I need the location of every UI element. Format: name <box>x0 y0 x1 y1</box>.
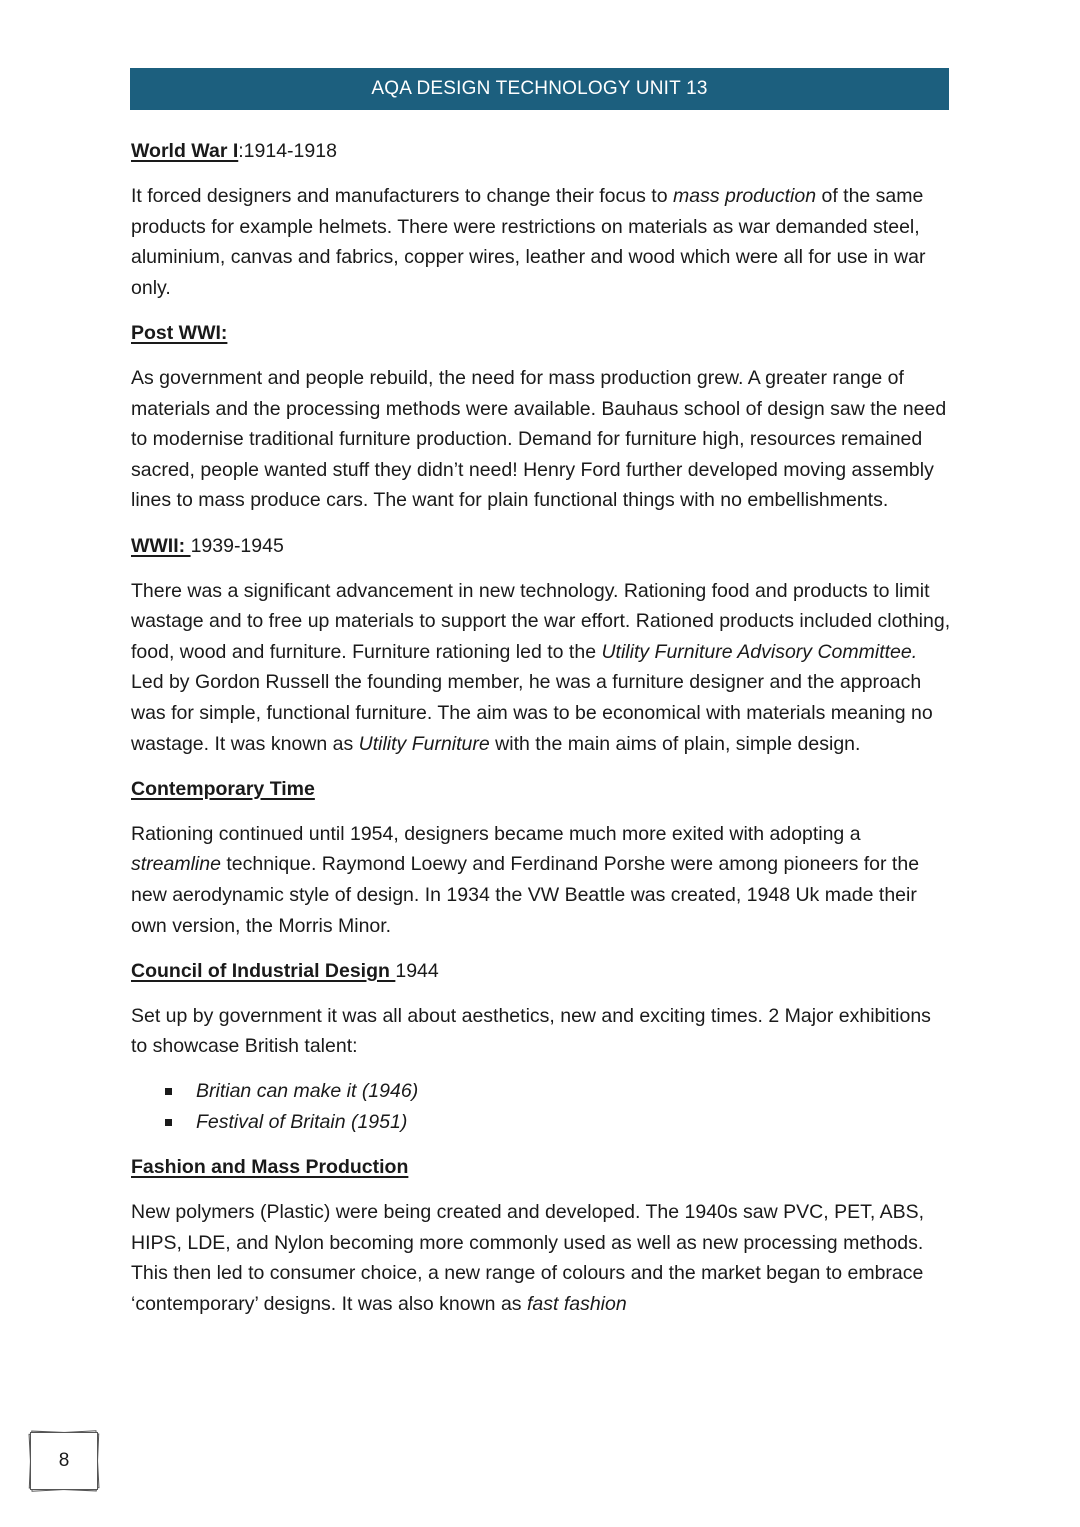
heading-text: World War I <box>131 140 239 162</box>
header-title: AQA DESIGN TECHNOLOGY UNIT 13 <box>371 78 708 99</box>
page-number-badge <box>30 1432 98 1490</box>
page-number: 8 <box>58 1450 70 1471</box>
exhibition-list <box>131 1076 951 1137</box>
text-run: Led by Gordon Russell the founding member, he was a furniture designer and the approach was for simple, functional furniture. The aim was to be economical with materials meaning no wastage. It was known as <box>131 671 933 755</box>
list-item: Britian can make it (1946) <box>165 1076 951 1107</box>
paragraph-fashion <box>131 1197 951 1319</box>
heading-text: Fashion and Mass Production <box>131 1156 409 1179</box>
heading-text: Contemporary Time <box>131 777 315 800</box>
text-run: of the same products for example helmets. There were restrictions on materials as war demanded steel, aluminium, canvas and fabrics, copper wires, leather and wood which were all for use in war only. <box>131 185 926 299</box>
section-heading-ww1 <box>131 136 951 167</box>
section-heading-post-wwi <box>131 318 951 349</box>
document-body <box>131 136 951 1334</box>
italic-term: mass production <box>672 185 817 208</box>
list-item: Festival of Britain (1951) <box>165 1107 951 1138</box>
heading-text: WWII: <box>131 534 191 557</box>
italic-term: streamline <box>131 853 221 876</box>
section-heading-contemporary <box>131 774 951 805</box>
section-heading-fashion <box>131 1152 951 1183</box>
paragraph-post-wwi: As government and people rebuild, the need for mass production grew. A greater range of materials and the processing methods were available. Bauhaus school of design saw the need to modernise traditional furniture production. Demand for furniture high, resources remained sacred, people wanted stuff they didn’t need! Henry Ford further developed moving assembly lines to mass produce cars. The want for plain functional things with no embellishments. <box>131 367 947 512</box>
heading-suffix: 1944 <box>395 959 439 982</box>
italic-term: fast fashion <box>526 1293 627 1315</box>
text-run: There was a significant advancement in new technology. Rationing food and products to limit wastage and to free up materials to support the war effort. Rationed products included clothing, food, wood and furniture. Furniture rationing led to the <box>131 579 951 663</box>
text-run: New polymers (Plastic) were being created and developed. The 1940s saw PVC, PET, ABS, HIPS, LDE, and Nylon becoming more commonly used as well as new processing methods. This then led to consumer choice, a new range of colours and the market began to embrace ‘contemporary’ designs. It was also known as <box>131 1201 925 1315</box>
heading-text: Post WWI: <box>131 321 228 344</box>
paragraph-wwii <box>131 576 951 760</box>
header-banner <box>130 68 949 110</box>
text-run: Rationing continued until 1954, designers became much more exited with adopting a <box>131 822 861 845</box>
paragraph-council: Set up by government it was all about aesthetics, new and exciting times. 2 Major exhibitions to showcase British talent: <box>131 1004 931 1058</box>
heading-text: Council of Industrial Design <box>131 959 396 982</box>
text-run: with the main aims of plain, simple design. <box>489 732 861 755</box>
paragraph-contemporary <box>131 819 951 941</box>
italic-term: Utility Furniture <box>358 732 490 755</box>
section-heading-wwii <box>131 531 951 562</box>
text-run: It forced designers and manufacturers to change their focus to <box>131 185 673 208</box>
text-run: technique. Raymond Loewy and Ferdinand Porshe were among pioneers for the new aerodynamic style of design. In 1934 the VW Beattle was created, 1948 Uk made their own version, the Morris Minor. <box>131 853 920 937</box>
italic-term: Utility Furniture Advisory Committee. <box>601 640 918 663</box>
paragraph-ww1 <box>131 181 951 303</box>
heading-suffix: 1939-1945 <box>190 534 284 557</box>
section-heading-council <box>131 956 951 987</box>
heading-suffix: :1914-1918 <box>238 140 337 162</box>
